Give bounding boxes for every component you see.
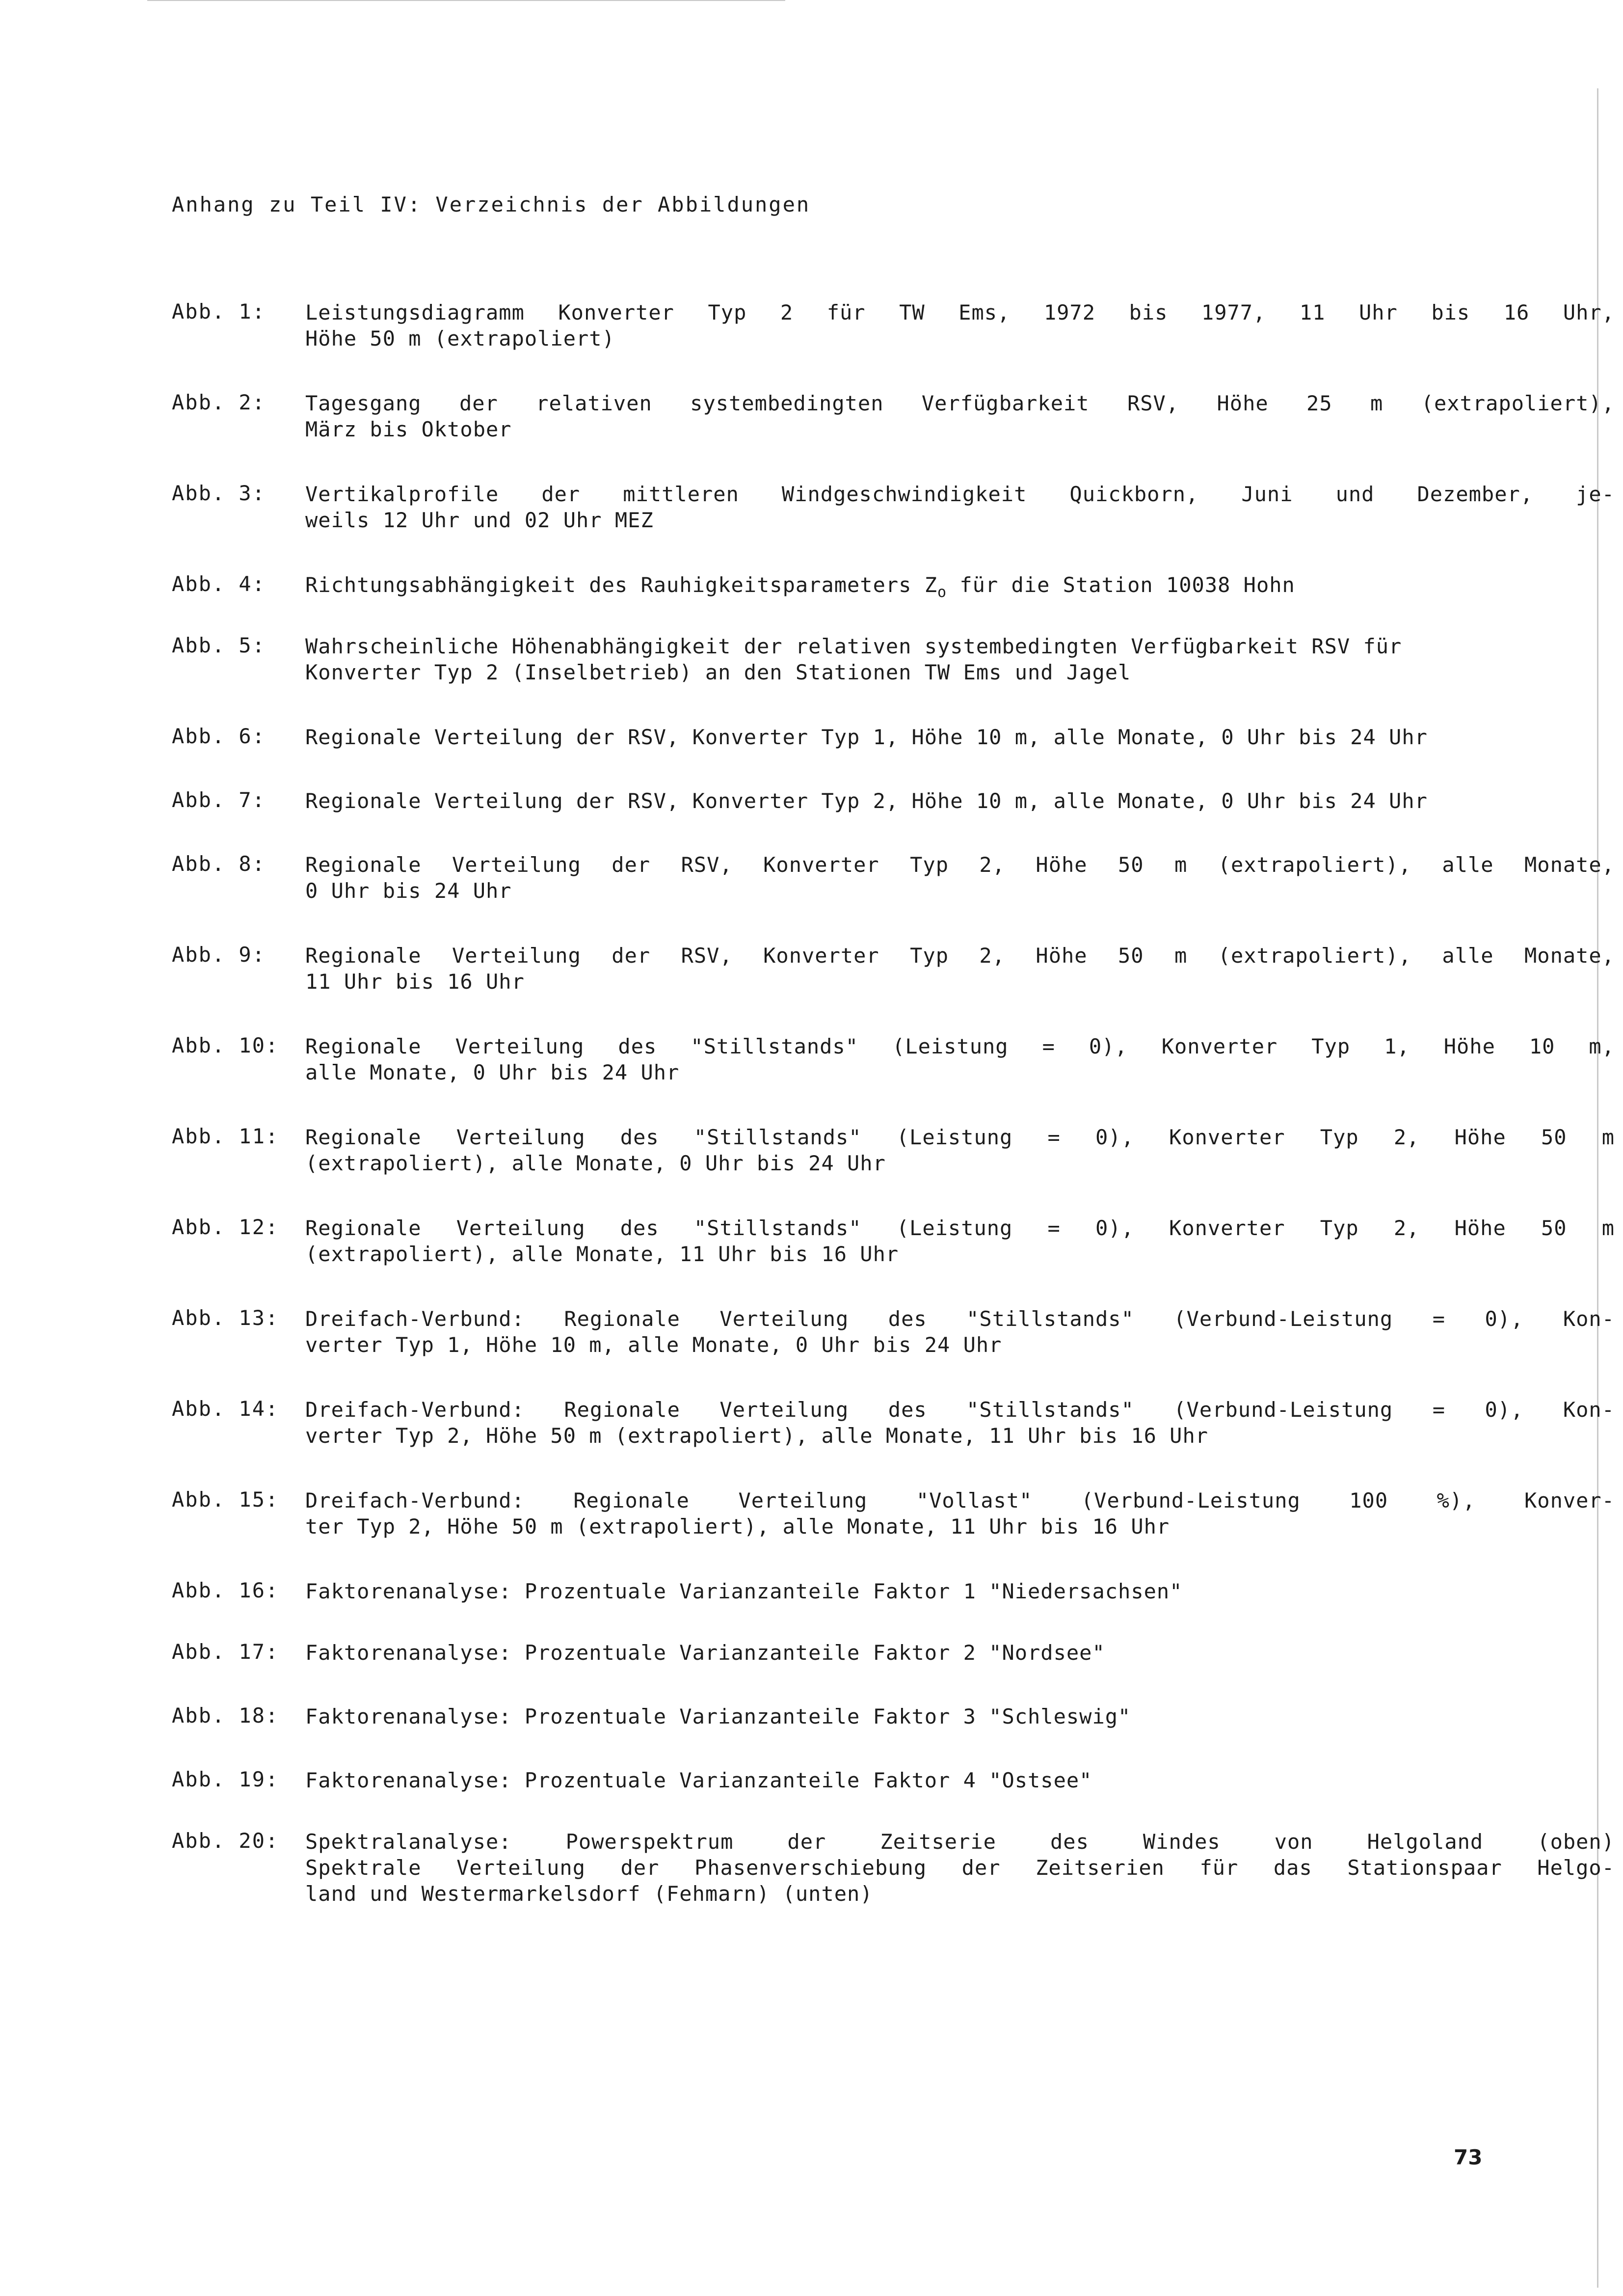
caption-line: land und Westermarkelsdorf (Fehmarn) (unten) — [305, 1882, 873, 1906]
caption-line: Leistungsdiagramm Konverter Typ 2 für TW Ems, 1972 bis 1977, 11 Uhr bis 16 Uhr, — [305, 300, 1615, 324]
figure-number: Abb. 3: — [172, 481, 266, 505]
figure-number: Abb. 5: — [172, 633, 266, 657]
figure-caption — [305, 852, 1623, 904]
caption-line: alle Monate, 0 Uhr bis 24 Uhr — [305, 1060, 680, 1084]
caption-line: Spektrale Verteilung der Phasenverschiebung der Zeitserien für das Stationspaar Helgo- — [305, 1856, 1615, 1880]
caption-text: für die Station 10038 Hohn — [947, 573, 1295, 597]
caption-line: Faktorenanalyse: Prozentuale Varianzanteile Faktor 3 "Schleswig" — [305, 1704, 1131, 1729]
caption-line: 0 Uhr bis 24 Uhr — [305, 879, 512, 903]
caption-line: Dreifach-Verbund: Regionale Verteilung des "Stillstands" (Verbund-Leistung = 0), Kon- — [305, 1307, 1615, 1331]
caption-line: Regionale Verteilung der RSV, Konverter Typ 2, Höhe 50 m (extrapoliert), alle Monate, — [305, 944, 1615, 968]
figure-number: Abb. 18: — [172, 1703, 279, 1728]
figure-number: Abb. 6: — [172, 724, 266, 748]
caption-line: verter Typ 1, Höhe 10 m, alle Monate, 0 Uhr bis 24 Uhr — [305, 1333, 1002, 1357]
figure-number: Abb. 9: — [172, 943, 266, 967]
caption-line: weils 12 Uhr und 02 Uhr MEZ — [305, 508, 654, 532]
figure-number: Abb. 12: — [172, 1215, 279, 1239]
figure-caption — [305, 1124, 1623, 1176]
page-number: 73 — [1454, 2145, 1483, 2169]
caption-line: (extrapoliert), alle Monate, 0 Uhr bis 24 Uhr — [305, 1151, 886, 1175]
caption-line: Regionale Verteilung der RSV, Konverter Typ 2, Höhe 10 m, alle Monate, 0 Uhr bis 24 Uhr — [305, 789, 1428, 813]
subscript: o — [937, 584, 947, 601]
figure-caption — [305, 1640, 1623, 1666]
figure-number: Abb. 1: — [172, 299, 266, 324]
figure-number: Abb. 7: — [172, 788, 266, 812]
caption-line: Faktorenanalyse: Prozentuale Varianzanteile Faktor 2 "Nordsee" — [305, 1641, 1105, 1665]
caption-line: Regionale Verteilung des "Stillstands" (Leistung = 0), Konverter Typ 2, Höhe 50 m — [305, 1216, 1615, 1240]
figure-caption — [305, 1215, 1623, 1267]
figure-caption — [305, 481, 1623, 533]
caption-line: Dreifach-Verbund: Regionale Verteilung "Vollast" (Verbund-Leistung 100 %), Konver- — [305, 1488, 1615, 1513]
figure-caption — [305, 1703, 1623, 1729]
caption-line: Regionale Verteilung des "Stillstands" (Leistung = 0), Konverter Typ 1, Höhe 10 m, — [305, 1034, 1615, 1058]
caption-line: Faktorenanalyse: Prozentuale Varianzanteile Faktor 4 "Ostsee" — [305, 1768, 1092, 1792]
figure-caption — [305, 1487, 1623, 1540]
caption-line: verter Typ 2, Höhe 50 m (extrapoliert), alle Monate, 11 Uhr bis 16 Uhr — [305, 1424, 1209, 1448]
caption-line: Dreifach-Verbund: Regionale Verteilung des "Stillstands" (Verbund-Leistung = 0), Kon- — [305, 1398, 1615, 1422]
figure-number: Abb. 14: — [172, 1397, 279, 1421]
figure-number: Abb. 4: — [172, 572, 266, 596]
figure-caption — [305, 1767, 1623, 1793]
figure-caption — [305, 788, 1623, 814]
caption-line: ter Typ 2, Höhe 50 m (extrapoliert), alle Monate, 11 Uhr bis 16 Uhr — [305, 1514, 1170, 1539]
caption-line: März bis Oktober — [305, 417, 512, 441]
figure-caption — [305, 1397, 1623, 1449]
page-title: Anhang zu Teil IV: Verzeichnis der Abbildungen — [172, 192, 811, 216]
figure-caption — [305, 1306, 1623, 1358]
caption-line — [305, 572, 1623, 605]
figure-number: Abb. 13: — [172, 1306, 279, 1330]
figure-caption — [305, 1829, 1623, 1907]
figure-caption — [305, 299, 1623, 351]
caption-line: (extrapoliert), alle Monate, 11 Uhr bis 16 Uhr — [305, 1242, 899, 1266]
figure-caption — [305, 724, 1623, 750]
caption-line: Höhe 50 m (extrapoliert) — [305, 326, 615, 351]
figure-number: Abb. 2: — [172, 390, 266, 414]
caption-line: Tagesgang der relativen systembedingten Verfügbarkeit RSV, Höhe 25 m (extrapoliert), — [305, 391, 1615, 415]
caption-line: 11 Uhr bis 16 Uhr — [305, 970, 525, 994]
figure-caption — [305, 572, 1623, 605]
caption-line: Spektralanalyse: Powerspektrum der Zeitserie des Windes von Helgoland (oben) — [305, 1830, 1615, 1854]
caption-line: Regionale Verteilung des "Stillstands" (Leistung = 0), Konverter Typ 2, Höhe 50 m — [305, 1125, 1615, 1149]
figure-caption — [305, 1578, 1623, 1604]
figure-number: Abb. 11: — [172, 1124, 279, 1148]
figure-number: Abb. 19: — [172, 1767, 279, 1791]
caption-line: Konverter Typ 2 (Inselbetrieb) an den Stationen TW Ems und Jagel — [305, 660, 1131, 684]
figure-caption — [305, 1033, 1623, 1085]
caption-line: Regionale Verteilung der RSV, Konverter Typ 2, Höhe 50 m (extrapoliert), alle Monate, — [305, 853, 1615, 877]
figure-number: Abb. 15: — [172, 1487, 279, 1512]
caption-line: Wahrscheinliche Höhenabhängigkeit der relativen systembedingten Verfügbarkeit RSV für — [305, 634, 1402, 658]
caption-line: Faktorenanalyse: Prozentuale Varianzanteile Faktor 1 "Niedersachsen" — [305, 1579, 1183, 1603]
figure-number: Abb. 20: — [172, 1829, 279, 1853]
figure-number: Abb. 17: — [172, 1640, 279, 1664]
figure-number: Abb. 16: — [172, 1578, 279, 1602]
figure-caption — [305, 633, 1623, 685]
figure-number: Abb. 8: — [172, 852, 266, 876]
caption-line: Regionale Verteilung der RSV, Konverter Typ 1, Höhe 10 m, alle Monate, 0 Uhr bis 24 Uhr — [305, 725, 1428, 749]
caption-text: Richtungsabhängigkeit des Rauhigkeitsparameters Z — [305, 573, 938, 597]
figure-caption — [305, 943, 1623, 995]
caption-line: Vertikalprofile der mittleren Windgeschwindigkeit Quickborn, Juni und Dezember, je- — [305, 482, 1615, 506]
figure-caption — [305, 390, 1623, 442]
scan-edge-top — [147, 0, 785, 1]
figure-number: Abb. 10: — [172, 1033, 279, 1057]
